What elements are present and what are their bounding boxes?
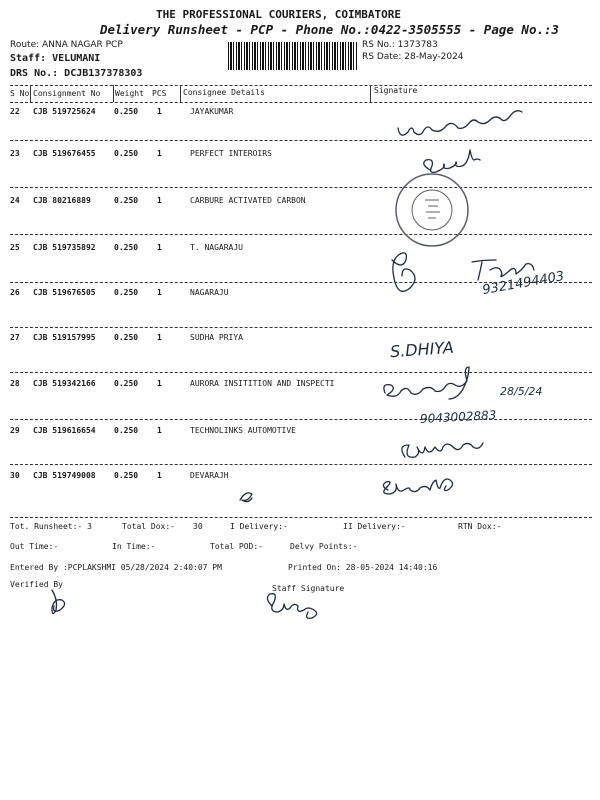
rs-number: RS No.: 1373783: [362, 40, 438, 50]
total-dox-label: Total Dox:-: [122, 522, 175, 531]
row-consignment: CJB 80216889: [33, 196, 91, 205]
row-consignment: CJB 519616654: [33, 426, 96, 435]
verified-by: Verified By: [10, 580, 63, 589]
staff-label: Staff: VELUMANI: [10, 53, 101, 64]
signature-row-23: [424, 150, 480, 172]
in-time: In Time:-: [112, 542, 156, 551]
row-consignee: SUDHA PRIYA: [190, 333, 243, 342]
rtn-dox: RTN Dox:-: [458, 522, 502, 531]
row-consignment: CJB 519676455: [33, 149, 96, 158]
col-signature: Signature: [374, 86, 418, 95]
entered-by: Entered By :PCPLAKSHMI 05/28/2024 2:40:07 PM: [10, 563, 222, 572]
row-weight: 0.250: [114, 196, 139, 205]
rs-date: RS Date: 28-May-2024: [362, 52, 464, 62]
row-weight: 0.250: [114, 149, 139, 158]
company-name: THE PROFESSIONAL COURIERS, COIMBATORE: [156, 8, 402, 21]
handwritten-phone-28: 9043002883: [419, 408, 497, 426]
row-consignment: CJB 519749008: [33, 471, 96, 480]
row-sno: 25: [10, 243, 20, 252]
row-consignee: JAYAKUMAR: [190, 107, 234, 116]
i-delivery: I Delivery:-: [230, 522, 288, 531]
handwritten-name-27: S.DHIYA: [389, 337, 455, 362]
signature-row-30: [383, 479, 452, 494]
route-label: Route: ANNA NAGAR PCP: [10, 40, 123, 50]
row-consignment: CJB 519676505: [33, 288, 96, 297]
col-sno: S No: [10, 89, 30, 98]
drs-number: DRS No.: DCJB137378303: [10, 68, 143, 79]
row-weight: 0.250: [114, 471, 139, 480]
tot-runsheet: Tot. Runsheet:- 3: [10, 522, 92, 531]
col-pcs: PCS: [152, 89, 167, 98]
row-pcs: 1: [157, 107, 162, 116]
staff-signature-label: Staff Signature: [272, 584, 345, 593]
handwritten-date-28: 28/5/24: [500, 385, 543, 398]
runsheet-title: Delivery Runsheet - PCP - Phone No.:0422-3505555 - Page No.:3: [100, 22, 560, 37]
row-consignment: CJB 519157995: [33, 333, 96, 342]
row-pcs: 1: [157, 243, 162, 252]
row-sno: 30: [10, 471, 20, 480]
signature-row-22: [398, 111, 522, 136]
total-pod: Total POD:-: [210, 542, 263, 551]
row-consignee: NAGARAJU: [190, 288, 229, 297]
row-consignee: CARBURE ACTIVATED CARBON: [190, 196, 306, 205]
row-consignment: CJB 519342166: [33, 379, 96, 388]
out-time: Out Time:-: [10, 542, 59, 551]
row-weight: 0.250: [114, 426, 139, 435]
row-consignee: PERFECT INTEROIRS: [190, 149, 272, 158]
signature-row-29: [402, 443, 483, 457]
handwritten-phone-25: 9321494403: [481, 268, 566, 299]
row-consignee: T. NAGARAJU: [190, 243, 243, 252]
row-pcs: 1: [157, 379, 162, 388]
row-sno: 29: [10, 426, 20, 435]
row-pcs: 1: [157, 333, 162, 342]
col-weight: Weight: [115, 89, 144, 98]
row-pcs: 1: [157, 149, 162, 158]
row-consignment: CJB 519725624: [33, 107, 96, 116]
row-sno: 27: [10, 333, 20, 342]
row-sno: 26: [10, 288, 20, 297]
mark-row-30: [240, 493, 252, 502]
row-weight: 0.250: [114, 379, 139, 388]
company-stamp: [396, 174, 468, 246]
row-weight: 0.250: [114, 333, 139, 342]
row-pcs: 1: [157, 196, 162, 205]
verified-signature: [52, 590, 65, 614]
col-consignment: Consignment No: [33, 89, 101, 98]
row-pcs: 1: [157, 288, 162, 297]
row-weight: 0.250: [114, 107, 139, 116]
signature-row-28: [384, 367, 469, 399]
ii-delivery: II Delivery:-: [343, 522, 406, 531]
printed-on: Printed On: 28-05-2024 14:40:16: [288, 563, 438, 572]
row-consignee: TECHNOLINKS AUTOMOTIVE: [190, 426, 296, 435]
delvy-points: Delvy Points:-: [290, 542, 358, 551]
row-consignment: CJB 519735892: [33, 243, 96, 252]
row-consignee: DEVARAJH: [190, 471, 229, 480]
row-weight: 0.250: [114, 288, 139, 297]
row-sno: 28: [10, 379, 20, 388]
row-weight: 0.250: [114, 243, 139, 252]
row-sno: 24: [10, 196, 20, 205]
col-consignee: Consignee Details: [183, 88, 265, 97]
row-sno: 23: [10, 149, 20, 158]
row-pcs: 1: [157, 471, 162, 480]
total-dox-value: 30: [193, 522, 203, 531]
row-consignee: AURORA INSITITION AND INSPECTI: [190, 379, 335, 388]
row-sno: 22: [10, 107, 20, 116]
signature-row-25: [392, 253, 415, 291]
row-pcs: 1: [157, 426, 162, 435]
staff-signature: [267, 594, 316, 619]
